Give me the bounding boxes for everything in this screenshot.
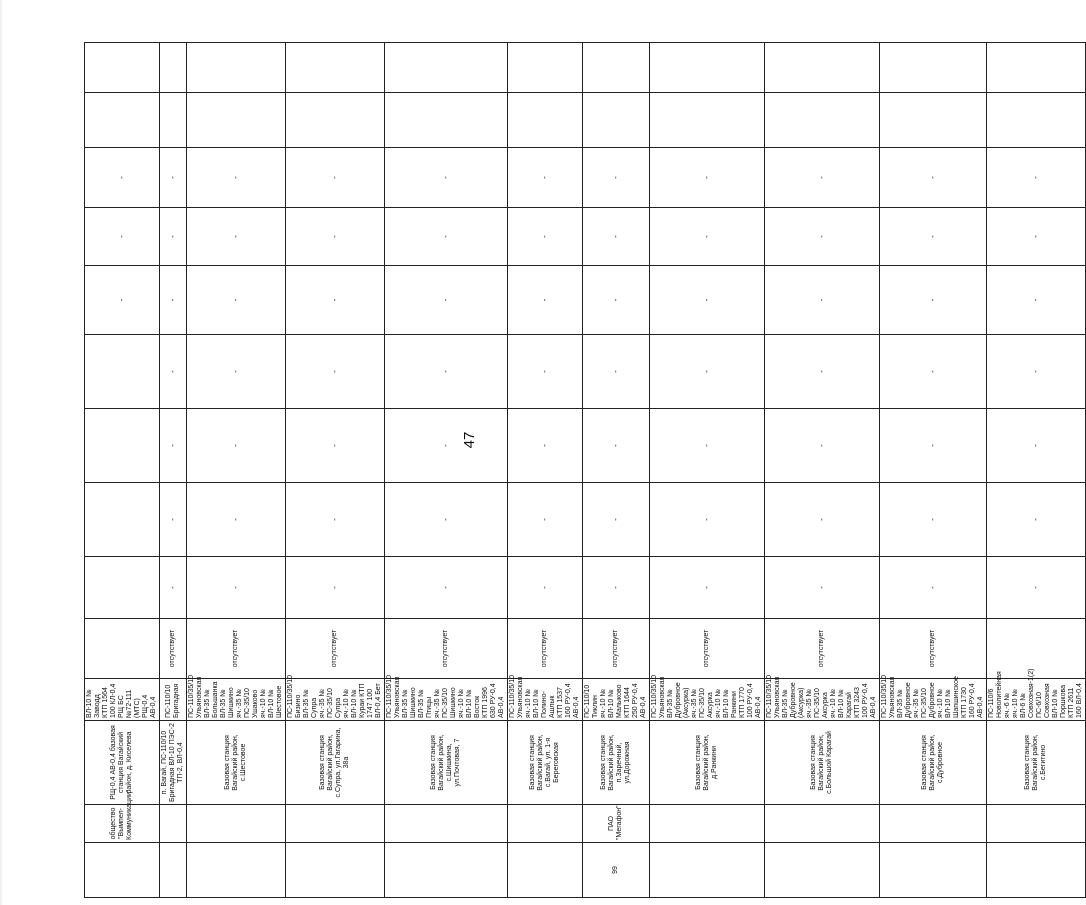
cell-value: - <box>880 148 987 208</box>
cell-value: - <box>765 409 880 483</box>
cell-value: - <box>385 335 508 409</box>
cell-value: - <box>583 409 650 483</box>
cell-value: - <box>286 148 385 208</box>
cell-object: РЩ-0,4 АВ-0,4 базовая станция Вагайский район, д. Киселева <box>85 721 160 805</box>
cell-supply: ПС-110/35/10 Ульяновская ВЛ-35 № Шишкино ВЛ-35 № Птицы яч.-35 № ПС-35/10 Шишкино яч.-10 № ВЛ-10 № Восток КТП 1996 630 РУ-0,4 АВ-0,4 <box>385 679 508 721</box>
cell-owner <box>187 805 286 843</box>
cell-value: - <box>160 483 187 557</box>
cell-row-number <box>385 843 508 898</box>
cell-value: - <box>385 557 508 619</box>
cell-value: - <box>85 148 160 208</box>
cell-supply: ПС-110/35/10 Ульяновская ВЛ-35 № Дубровное (Аксурка) яч.-35 № ПС-35/10 Аксурка яч.-10 № ВЛ-10 № Карагай КТП 3243 100 РУ-0,4 АВ-0,4 <box>765 679 880 721</box>
cell-row-number <box>187 843 286 898</box>
cell-value: - <box>583 483 650 557</box>
cell-value: - <box>508 335 583 409</box>
cell-value: - <box>987 335 1086 409</box>
cell-value: - <box>160 148 187 208</box>
cell-value <box>85 557 160 619</box>
cell-empty <box>85 93 160 148</box>
cell-object: Базовая станция Вагайский район, с.Шестовое <box>187 721 286 805</box>
cell-value: - <box>187 483 286 557</box>
cell-owner <box>650 805 765 843</box>
cell-value <box>85 409 160 483</box>
cell-value: - <box>286 483 385 557</box>
cell-status: отсутствует <box>765 619 880 679</box>
cell-status: отсутствует <box>583 619 650 679</box>
cell-owner <box>385 805 508 843</box>
cell-value: - <box>650 483 765 557</box>
cell-empty <box>583 93 650 148</box>
cell-object: Базовая станция Вагайский район, с.Вагай, ул. 1-я Береговская <box>508 721 583 805</box>
cell-value: - <box>987 266 1086 335</box>
cell-value: - <box>765 483 880 557</box>
cell-value: - <box>286 557 385 619</box>
cell-value: - <box>286 409 385 483</box>
table-row <box>987 43 1086 898</box>
cell-empty <box>286 93 385 148</box>
data-table <box>84 42 1086 898</box>
cell-value: - <box>650 409 765 483</box>
cell-owner <box>508 805 583 843</box>
cell-value: - <box>583 148 650 208</box>
cell-value: - <box>583 208 650 266</box>
cell-status: отсутствует <box>650 619 765 679</box>
cell-row-number <box>987 843 1086 898</box>
scan-edge <box>0 0 2 905</box>
cell-supply: ПС-110/35/10 Бизино ВЛ-35 № Супра яч.-35 № ПС-35/10 Супра яч.-10 № ВЛ-10 № Кураи КТП 1747 100 ВЛ-0,4 Бет <box>286 679 385 721</box>
cell-value: - <box>880 483 987 557</box>
table-row <box>85 43 160 898</box>
cell-value: - <box>987 208 1086 266</box>
cell-owner: ПАО "Мегафон" <box>583 805 650 843</box>
cell-value: - <box>508 208 583 266</box>
cell-value: - <box>385 208 508 266</box>
table-body <box>85 43 1086 898</box>
cell-status: отсутствует <box>286 619 385 679</box>
cell-value: - <box>765 335 880 409</box>
cell-status: отсутствует <box>385 619 508 679</box>
cell-object: Базовая станция Вагайский район, с.Шишкина, ул.Почтовая, 7 <box>385 721 508 805</box>
cell-status: отсутствует <box>880 619 987 679</box>
cell-value: - <box>880 266 987 335</box>
cell-supply: ПС-110/35/10 Ульяновская ВЛ-35 № Дубровное (Аксурка) яч.-35 № ПС-35/10 Аксурка яч.-10 № ВЛ-10 № Ранкини КТП 1770 100 РУ-0,4 АВ-0,4 <box>650 679 765 721</box>
cell-object: Базовая станция Вагайский район, п.Заречный, ул.Дорожная <box>583 721 650 805</box>
cell-value: - <box>508 483 583 557</box>
cell-value: - <box>187 208 286 266</box>
cell-value: - <box>650 148 765 208</box>
cell-empty <box>583 43 650 93</box>
cell-status: отсутствует <box>160 619 187 679</box>
cell-value: - <box>385 148 508 208</box>
cell-value: - <box>650 208 765 266</box>
cell-empty <box>187 43 286 93</box>
cell-object: Базовая станция Вагайский район, с.Большой Карагай <box>765 721 880 805</box>
cell-value: - <box>187 335 286 409</box>
cell-status <box>85 619 160 679</box>
cell-value: - <box>987 409 1086 483</box>
table-row <box>583 43 650 898</box>
cell-value: - <box>880 335 987 409</box>
cell-owner <box>987 805 1086 843</box>
cell-empty <box>880 93 987 148</box>
cell-empty <box>987 43 1086 93</box>
cell-value: - <box>650 266 765 335</box>
cell-supply: ПС-110/35/10 Ульяновская ВЛ-35 № Большанка ВЛ-35 № Шишкино яч.-35 № ПС-35/10 Ушаково яч.-10 № ВЛ-10 № Шестовое <box>187 679 286 721</box>
cell-value: - <box>385 409 508 483</box>
cell-value: - <box>583 335 650 409</box>
cell-empty <box>765 43 880 93</box>
cell-value: - <box>187 557 286 619</box>
table-row <box>286 43 385 898</box>
cell-row-number <box>160 843 187 898</box>
cell-row-number <box>286 843 385 898</box>
cell-value: - <box>583 266 650 335</box>
cell-value: - <box>650 335 765 409</box>
cell-value: - <box>508 266 583 335</box>
cell-empty <box>385 93 508 148</box>
cell-empty <box>508 93 583 148</box>
cell-object: п. Вагай, ПС-110/10 Бригадная ВЛ-10 ПЭС-2 ТП-2, ВЛ-0,4 <box>160 721 187 805</box>
cell-value: - <box>508 409 583 483</box>
cell-row-number <box>85 843 160 898</box>
cell-empty <box>85 43 160 93</box>
cell-empty <box>508 43 583 93</box>
cell-value: - <box>85 208 160 266</box>
cell-empty <box>160 93 187 148</box>
cell-value <box>85 483 160 557</box>
cell-owner <box>286 805 385 843</box>
cell-value: - <box>187 266 286 335</box>
cell-value: - <box>187 148 286 208</box>
cell-empty <box>880 43 987 93</box>
cell-empty <box>650 93 765 148</box>
cell-object: Базовая станция Вагайский район, с.Бегитино <box>987 721 1086 805</box>
cell-owner <box>880 805 987 843</box>
cell-status <box>987 619 1086 679</box>
cell-value: - <box>987 557 1086 619</box>
cell-value: - <box>85 266 160 335</box>
table-row <box>385 43 508 898</box>
cell-value: - <box>385 266 508 335</box>
cell-row-number: 99 <box>583 843 650 898</box>
cell-value: - <box>286 208 385 266</box>
cell-value: - <box>187 409 286 483</box>
cell-value: - <box>765 266 880 335</box>
cell-value: - <box>286 266 385 335</box>
cell-supply: ПС-110/6 Новолитейная яч.-6 № яч.-10 № ВЛ-6 № Совхозная-1(2) ПС-6/10 Совхозная ВЛ-10 № Поршкова КТП 2611 160 ВЛ-0,4 <box>987 679 1086 721</box>
table-row <box>187 43 286 898</box>
cell-empty <box>385 43 508 93</box>
cell-value: - <box>765 557 880 619</box>
cell-row-number <box>650 843 765 898</box>
table-row <box>765 43 880 898</box>
cell-empty <box>987 93 1086 148</box>
cell-value <box>85 335 160 409</box>
cell-value: - <box>765 208 880 266</box>
cell-value: - <box>160 335 187 409</box>
cell-value: - <box>987 483 1086 557</box>
cell-supply: ПС-110/10 Бригадная <box>160 679 187 721</box>
cell-owner <box>765 805 880 843</box>
cell-value: - <box>508 557 583 619</box>
cell-row-number <box>765 843 880 898</box>
cell-value: - <box>160 208 187 266</box>
cell-value: - <box>880 409 987 483</box>
cell-value: - <box>286 335 385 409</box>
cell-supply: ПС-110/10 Тиклин яч.-10 № ВЛ-10 № Малыково КТП 1644 250 РУ-0,4 АВ-0,4 <box>583 679 650 721</box>
table-row <box>650 43 765 898</box>
cell-row-number <box>880 843 987 898</box>
cell-empty <box>650 43 765 93</box>
cell-empty <box>765 93 880 148</box>
cell-value: - <box>160 557 187 619</box>
table-row <box>508 43 583 898</box>
cell-supply: ПС-110/35/10 Ульяновская ВЛ-35 № Дубровное яч.-35 № ПС-35/10 Дубровное яч.-10 № ВЛ-10 № Шапшинское КТП 1730 160 РУ-0,4 АВ-0,4 <box>880 679 987 721</box>
cell-value: - <box>385 483 508 557</box>
cell-value: - <box>160 266 187 335</box>
cell-value: - <box>508 148 583 208</box>
cell-value: - <box>583 557 650 619</box>
cell-value: - <box>765 148 880 208</box>
cell-supply: ВЛ-10 № Заводд КТП 1564 100 КЛ-0,4 РЩ БС №72-111 (МТС) РЩ-0,4 АВ-0,4 <box>85 679 160 721</box>
cell-object: Базовая станция Вагайский район, с.Супра, ул.Гагарина, 38а <box>286 721 385 805</box>
cell-value: - <box>880 208 987 266</box>
cell-object: Базовая станция Вагайский район, д.Ранкини <box>650 721 765 805</box>
cell-value: - <box>650 557 765 619</box>
cell-empty <box>187 93 286 148</box>
cell-owner: общество "Вымпел-Коммуникации" <box>85 805 160 843</box>
page-number: 47 <box>461 431 478 449</box>
cell-value: - <box>987 148 1086 208</box>
table-row <box>160 43 187 898</box>
cell-supply: ПС-110/35/10 Ульяновская яч.-10 № ВЛ-10 № Полино-Ашлык КТП 1537 160 РУ-0,4 АВ-0,4 <box>508 679 583 721</box>
cell-empty <box>160 43 187 93</box>
cell-status: отсутствует <box>508 619 583 679</box>
cell-object: Базовая станция Вагайский район, с.Дубровное <box>880 721 987 805</box>
cell-owner <box>160 805 187 843</box>
cell-value: - <box>160 409 187 483</box>
cell-value: - <box>880 557 987 619</box>
table-row <box>880 43 987 898</box>
cell-status: отсутствует <box>187 619 286 679</box>
rotated-table-canvas <box>84 43 1083 898</box>
cell-empty <box>286 43 385 93</box>
cell-row-number <box>508 843 583 898</box>
